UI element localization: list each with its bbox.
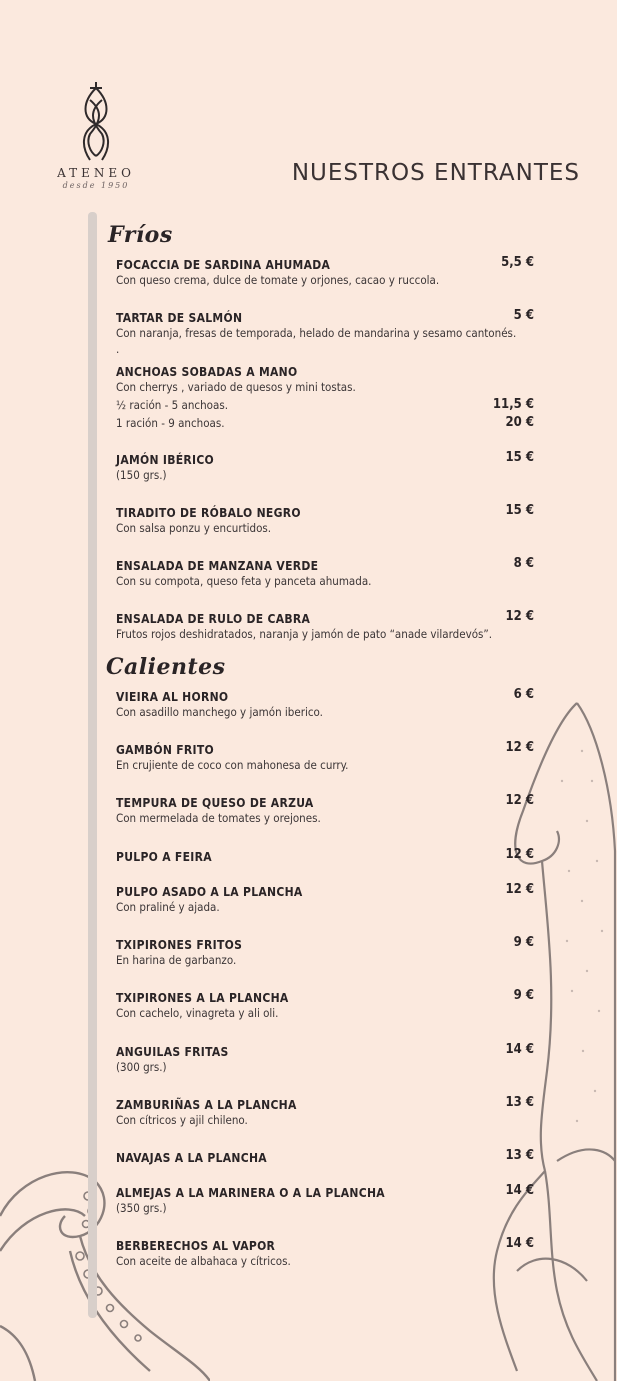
item-description: .	[116, 342, 120, 356]
item-name: ANGUILAS FRITAS	[116, 1045, 229, 1059]
item-option-price: 11,5 €	[492, 397, 534, 412]
item-name: FOCACCIA DE SARDINA AHUMADA	[116, 258, 331, 272]
item-name: TXIPIRONES FRITOS	[116, 938, 243, 952]
item-description: (300 grs.)	[116, 1060, 167, 1074]
page-title: NUESTROS ENTRANTES	[291, 160, 580, 186]
item-option-label: 1 ración - 9 anchoas.	[116, 416, 225, 430]
menu-item	[116, 686, 534, 721]
menu-item	[116, 792, 534, 827]
menu-item	[116, 846, 534, 863]
item-description: Con cherrys , variado de quesos y mini tostas.	[116, 380, 356, 394]
item-description: En harina de garbanzo.	[116, 953, 237, 967]
item-name: ENSALADA DE MANZANA VERDE	[116, 559, 319, 573]
item-description: Con su compota, queso feta y panceta ahumada.	[116, 574, 372, 588]
item-name: TIRADITO DE RÓBALO NEGRO	[116, 506, 301, 520]
item-description: Con queso crema, dulce de tomate y orjones, cacao y ruccola.	[116, 273, 440, 287]
item-name: TXIPIRONES A LA PLANCHA	[116, 991, 289, 1005]
item-price: 12 €	[505, 847, 534, 862]
section-title-frios: Fríos	[108, 222, 173, 248]
menu-item	[116, 739, 534, 774]
item-description: Con aceite de albahaca y cítricos.	[116, 1254, 291, 1268]
item-price: 6 €	[513, 687, 534, 702]
menu-item	[116, 1182, 534, 1217]
item-name: ENSALADA DE RULO DE CABRA	[116, 612, 311, 626]
item-name: TARTAR DE SALMÓN	[116, 311, 243, 325]
menu-item	[116, 934, 534, 969]
item-description: En crujiente de coco con mahonesa de curry.	[116, 758, 349, 772]
item-price: 12 €	[505, 793, 534, 808]
item-description: Con mermelada de tomates y orejones.	[116, 811, 321, 825]
item-option-label: ½ ración - 5 anchoas.	[116, 398, 229, 412]
item-description: Con salsa ponzu y encurtidos.	[116, 521, 272, 535]
menu-item	[116, 1147, 534, 1164]
item-name: NAVAJAS A LA PLANCHA	[116, 1151, 267, 1165]
item-price: 12 €	[505, 609, 534, 624]
item-price: 5,5 €	[501, 255, 534, 270]
item-price: 13 €	[505, 1148, 534, 1163]
item-name: ZAMBURIÑAS A LA PLANCHA	[116, 1098, 297, 1112]
item-price: 12 €	[505, 740, 534, 755]
item-price: 8 €	[513, 556, 534, 571]
menu-item	[116, 254, 534, 289]
ateneo-logo	[46, 80, 146, 190]
brand-since: desde 1950	[62, 181, 130, 190]
menu-item	[116, 1235, 534, 1270]
menu-item	[116, 987, 534, 1022]
menu-item	[116, 1094, 534, 1129]
item-description: Con cítricos y ajil chileno.	[116, 1113, 248, 1127]
item-name: TEMPURA DE QUESO DE ARZUA	[116, 796, 314, 810]
item-price: 14 €	[505, 1236, 534, 1251]
decorative-vertical-bar	[88, 212, 97, 1318]
menu-item	[116, 502, 534, 537]
item-description: (150 grs.)	[116, 468, 167, 482]
item-price: 14 €	[505, 1183, 534, 1198]
item-description: Frutos rojos deshidratados, naranja y jamón de pato “anade vilardevós”.	[116, 627, 493, 641]
item-price: 15 €	[505, 450, 534, 465]
item-name: PULPO A FEIRA	[116, 850, 212, 864]
item-price: 5 €	[513, 308, 534, 323]
menu-item	[116, 449, 534, 484]
item-name: GAMBÓN FRITO	[116, 743, 215, 757]
section-title-calientes: Calientes	[106, 654, 226, 680]
item-price: 9 €	[513, 935, 534, 950]
menu-item	[116, 881, 534, 916]
item-price: 14 €	[505, 1042, 534, 1057]
item-price: 13 €	[505, 1095, 534, 1110]
item-name: BERBERECHOS AL VAPOR	[116, 1239, 276, 1253]
item-name: JAMÓN IBÉRICO	[116, 453, 215, 467]
ateneo-knot-logo-icon	[76, 80, 116, 162]
menu-item	[116, 1041, 534, 1076]
item-description: Con praliné y ajada.	[116, 900, 220, 914]
item-price: 9 €	[513, 988, 534, 1003]
item-description: Con asadillo manchego y jamón iberico.	[116, 705, 323, 719]
item-option-price: 20 €	[505, 415, 534, 430]
item-name: ALMEJAS A LA MARINERA O A LA PLANCHA	[116, 1186, 385, 1200]
menu-item	[116, 608, 534, 643]
item-name: PULPO ASADO A LA PLANCHA	[116, 885, 303, 899]
menu-item	[116, 307, 534, 356]
item-price: 15 €	[505, 503, 534, 518]
menu-item	[116, 361, 534, 432]
item-description: Con cachelo, vinagreta y ali oli.	[116, 1006, 279, 1020]
menu-item	[116, 555, 534, 590]
item-description: Con naranja, fresas de temporada, helado de mandarina y sesamo cantonés.	[116, 326, 517, 340]
item-name: ANCHOAS SOBADAS A MANO	[116, 365, 298, 379]
item-description: (350 grs.)	[116, 1201, 167, 1215]
brand-name: ATENEO	[57, 166, 135, 180]
item-price: 12 €	[505, 882, 534, 897]
item-name: VIEIRA AL HORNO	[116, 690, 229, 704]
